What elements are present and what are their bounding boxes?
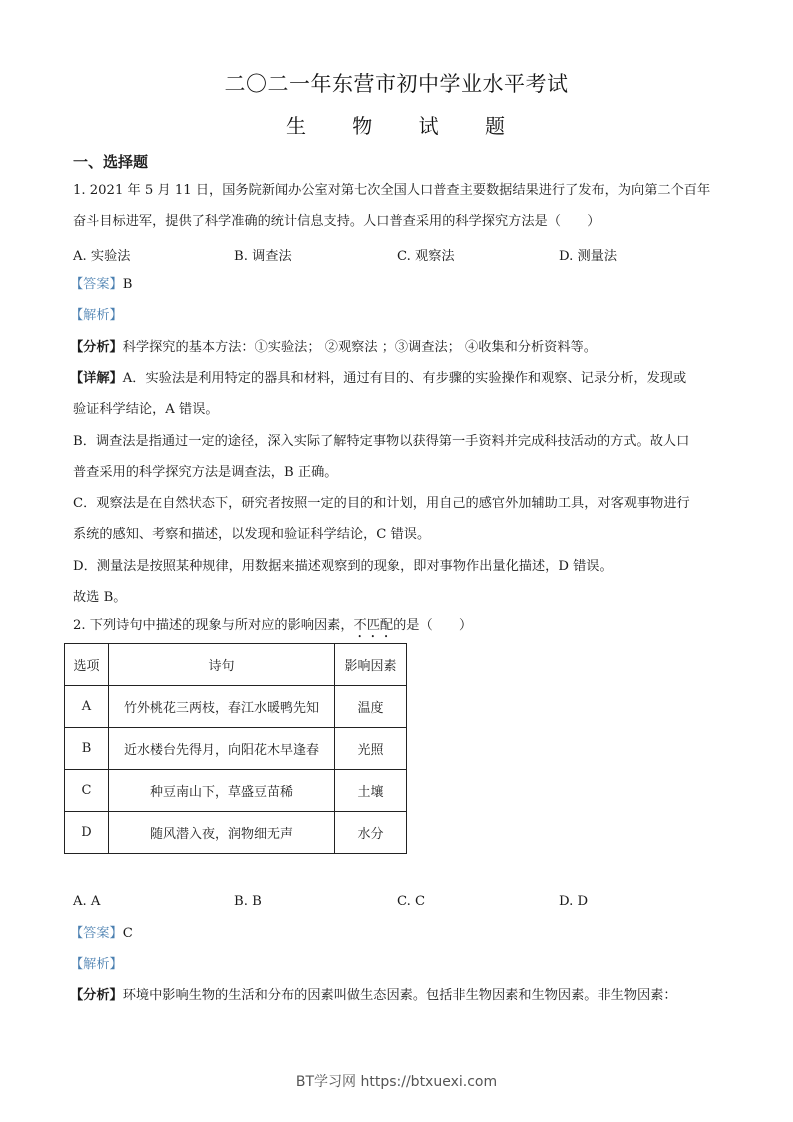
q1-detail-c-line2: 系统的感知、考察和描述，以发现和验证科学结论，C 错误。 xyxy=(73,527,431,542)
fenxi-tag: 【分析】 xyxy=(70,340,123,355)
fenxi-tag: 【分析】 xyxy=(70,988,123,1003)
table-cell: 近水楼台先得月，向阳花木早逢春 xyxy=(109,728,335,770)
table-row xyxy=(65,812,407,854)
table-cell: C xyxy=(65,770,109,812)
q1-detail-a-line1 xyxy=(70,370,720,388)
poem-factor-table xyxy=(64,643,407,854)
q1-detail-c-line1: C．观察法是在自然状态下，研究者按照一定的目的和计划，用自己的感官外加辅助工具，对客观事物进行 xyxy=(73,496,690,511)
fenxi-text: 环境中影响生物的生活和分布的因素叫做生态因素。包括非生物因素和生物因素。非生物因素： xyxy=(122,988,677,1003)
q1-analysis-heading xyxy=(70,307,720,325)
q2-option-d: D. D xyxy=(559,894,589,909)
table-cell: 随风潜入夜，润物细无声 xyxy=(109,812,335,854)
detail-a-text: A．实验法是利用特定的器具和材料，通过有目的、有步骤的实验操作和观察、记录分析，发现或 xyxy=(122,371,687,386)
q1-stem-line1: 1. 2021 年 5 月 11 日，国务院新闻办公室对第七次全国人口普查主要数据结果进行了发布，为向第二个百年 xyxy=(73,183,711,198)
q1-option-a: A. 实验法 xyxy=(73,249,131,264)
fenxi-text: 科学探究的基本方法：①实验法； ②观察法 ；③调查法； ④收集和分析资料等。 xyxy=(122,340,597,355)
table-cell: 水分 xyxy=(335,812,407,854)
q2-option-c: C. C xyxy=(397,894,426,909)
q1-answer xyxy=(70,276,720,294)
answer-tag: 【答案】 xyxy=(70,926,123,941)
q2-stem-emphasis: 不匹配 xyxy=(353,618,394,633)
q1-option-d: D. 测量法 xyxy=(559,249,618,264)
table-header-cell: 诗句 xyxy=(109,644,335,686)
q2-option-a: A. A xyxy=(73,894,101,909)
table-cell: A xyxy=(65,686,109,728)
watermark-footer: BT学习网 https://btxuexi.com xyxy=(295,1074,498,1090)
answer-tag: 【答案】 xyxy=(70,277,123,292)
section-heading: 一、选择题 xyxy=(73,153,149,171)
table-header-cell: 选项 xyxy=(65,644,109,686)
table-row xyxy=(65,728,407,770)
q1-option-b: B. 调查法 xyxy=(234,249,292,264)
q2-fenxi xyxy=(70,987,720,1005)
table-cell: 温度 xyxy=(335,686,407,728)
q1-conclusion: 故选 B。 xyxy=(73,590,127,605)
q2-options xyxy=(73,894,723,912)
q1-detail-d: D．测量法是按照某种规律，用数据来描述观察到的现象，即对事物作出量化描述，D 错误。 xyxy=(73,559,613,574)
table-cell: 土壤 xyxy=(335,770,407,812)
table-header-row xyxy=(65,644,407,686)
answer-value: C xyxy=(122,926,133,941)
q2-stem xyxy=(73,617,723,641)
table-cell: 光照 xyxy=(335,728,407,770)
q2-analysis-heading xyxy=(70,956,720,974)
table-header-cell: 影响因素 xyxy=(335,644,407,686)
q1-detail-b-line1: B．调查法是指通过一定的途径，深入实际了解特定事物以获得第一手资料并完成科技活动的方式。故人口 xyxy=(73,434,690,449)
q2-option-b: B. B xyxy=(234,894,262,909)
table-cell: 种豆南山下，草盛豆苗稀 xyxy=(109,770,335,812)
table-cell: 竹外桃花三两枝，春江水暖鸭先知 xyxy=(109,686,335,728)
exam-title: 二〇二一年东营市初中学业水平考试 xyxy=(224,72,569,96)
q1-option-c: C. 观察法 xyxy=(397,249,455,264)
table-cell: D xyxy=(65,812,109,854)
analysis-tag: 【解析】 xyxy=(70,308,123,323)
q1-fenxi xyxy=(70,339,720,357)
q1-stem-line2: 奋斗目标进军，提供了科学准确的统计信息支持。人口普查采用的科学探究方法是（ ） xyxy=(73,214,601,229)
q2-stem-suffix: 的是（ ） xyxy=(393,618,473,633)
q1-detail-a-line2: 验证科学结论，A 错误。 xyxy=(73,402,219,417)
q2-stem-prefix: 2. 下列诗句中描述的现象与所对应的影响因素， xyxy=(73,618,354,633)
q1-options xyxy=(73,245,723,263)
table-row xyxy=(65,770,407,812)
answer-value: B xyxy=(122,277,133,292)
table-row xyxy=(65,686,407,728)
analysis-tag: 【解析】 xyxy=(70,957,123,972)
table-cell: B xyxy=(65,728,109,770)
exam-subtitle: 生 物 试 题 xyxy=(285,114,526,138)
q1-detail-b-line2: 普查采用的科学探究方法是调查法，B 正确。 xyxy=(73,465,338,480)
xiangjie-tag: 【详解】 xyxy=(70,371,123,386)
q2-answer xyxy=(70,925,720,943)
